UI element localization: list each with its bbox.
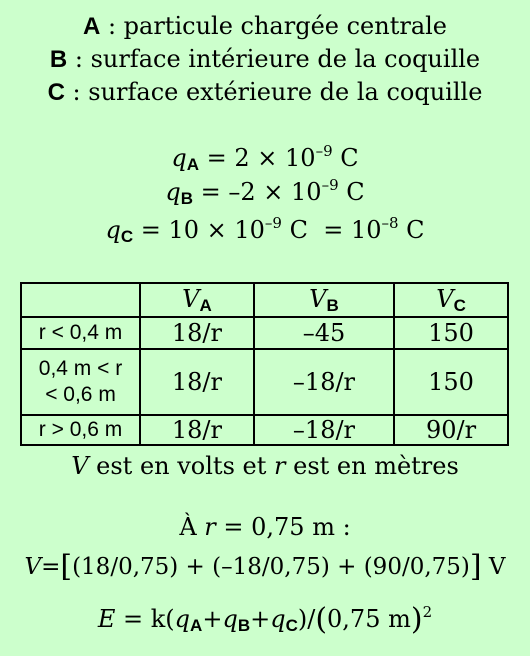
cell-va: 18/r: [140, 415, 254, 445]
e-equation: $E = k(q_A+q_B+q_C)/(0,75$ m)$^2$: [97, 602, 433, 637]
cell-vc: 150: [394, 349, 508, 415]
table-corner: [21, 283, 140, 317]
row-label: 0,4 m < r < 0,6 m: [21, 349, 140, 415]
cell-va: 18/r: [140, 317, 254, 349]
table-row: [21, 317, 508, 349]
cell-vc: 90/r: [394, 415, 508, 445]
label-c: C: [47, 79, 65, 106]
cell-vb: –18/r: [254, 415, 394, 445]
definition-a: [0, 12, 530, 41]
header-vc: $V_C$: [394, 283, 508, 317]
definition-b-text: : surface intérieure de la coquille: [67, 45, 481, 73]
v-equation: V=[(18/0,75) + (–18/0,75) + (90/0,75)] V: [24, 549, 506, 584]
definition-c-text: : surface extérieure de la coquille: [64, 78, 483, 106]
header-vb: $V_B$: [254, 283, 394, 317]
row-label: r < 0,4 m: [21, 317, 140, 349]
table-row: [21, 349, 508, 415]
table-row: [21, 415, 508, 445]
cell-vc: 150: [394, 317, 508, 349]
charge-qc: $q_C = 10 \times 10^{-9}$ $C = 10^{-8}$ C: [105, 214, 425, 246]
charge-qb: $q_B = -2 \times 10^{-9}$ C: [165, 176, 365, 208]
definition-c: [0, 78, 530, 107]
units-note: V est en volts et r est en mètres: [71, 452, 459, 480]
header-va: $V_A$: [140, 283, 254, 317]
definition-b: [0, 45, 530, 74]
potential-table: [20, 282, 509, 446]
at-r-line: À r = 0,75 m :: [179, 513, 351, 541]
row-label: r > 0,6 m: [21, 415, 140, 445]
label-a: A: [82, 13, 101, 40]
cell-vb: –45: [254, 317, 394, 349]
definition-a-text: : particule chargée centrale: [100, 12, 448, 40]
cell-vb: –18/r: [254, 349, 394, 415]
cell-va: 18/r: [140, 349, 254, 415]
label-b: B: [49, 46, 68, 73]
charge-qa: $q_A = 2 \times 10^{-9}$ C: [171, 142, 359, 174]
